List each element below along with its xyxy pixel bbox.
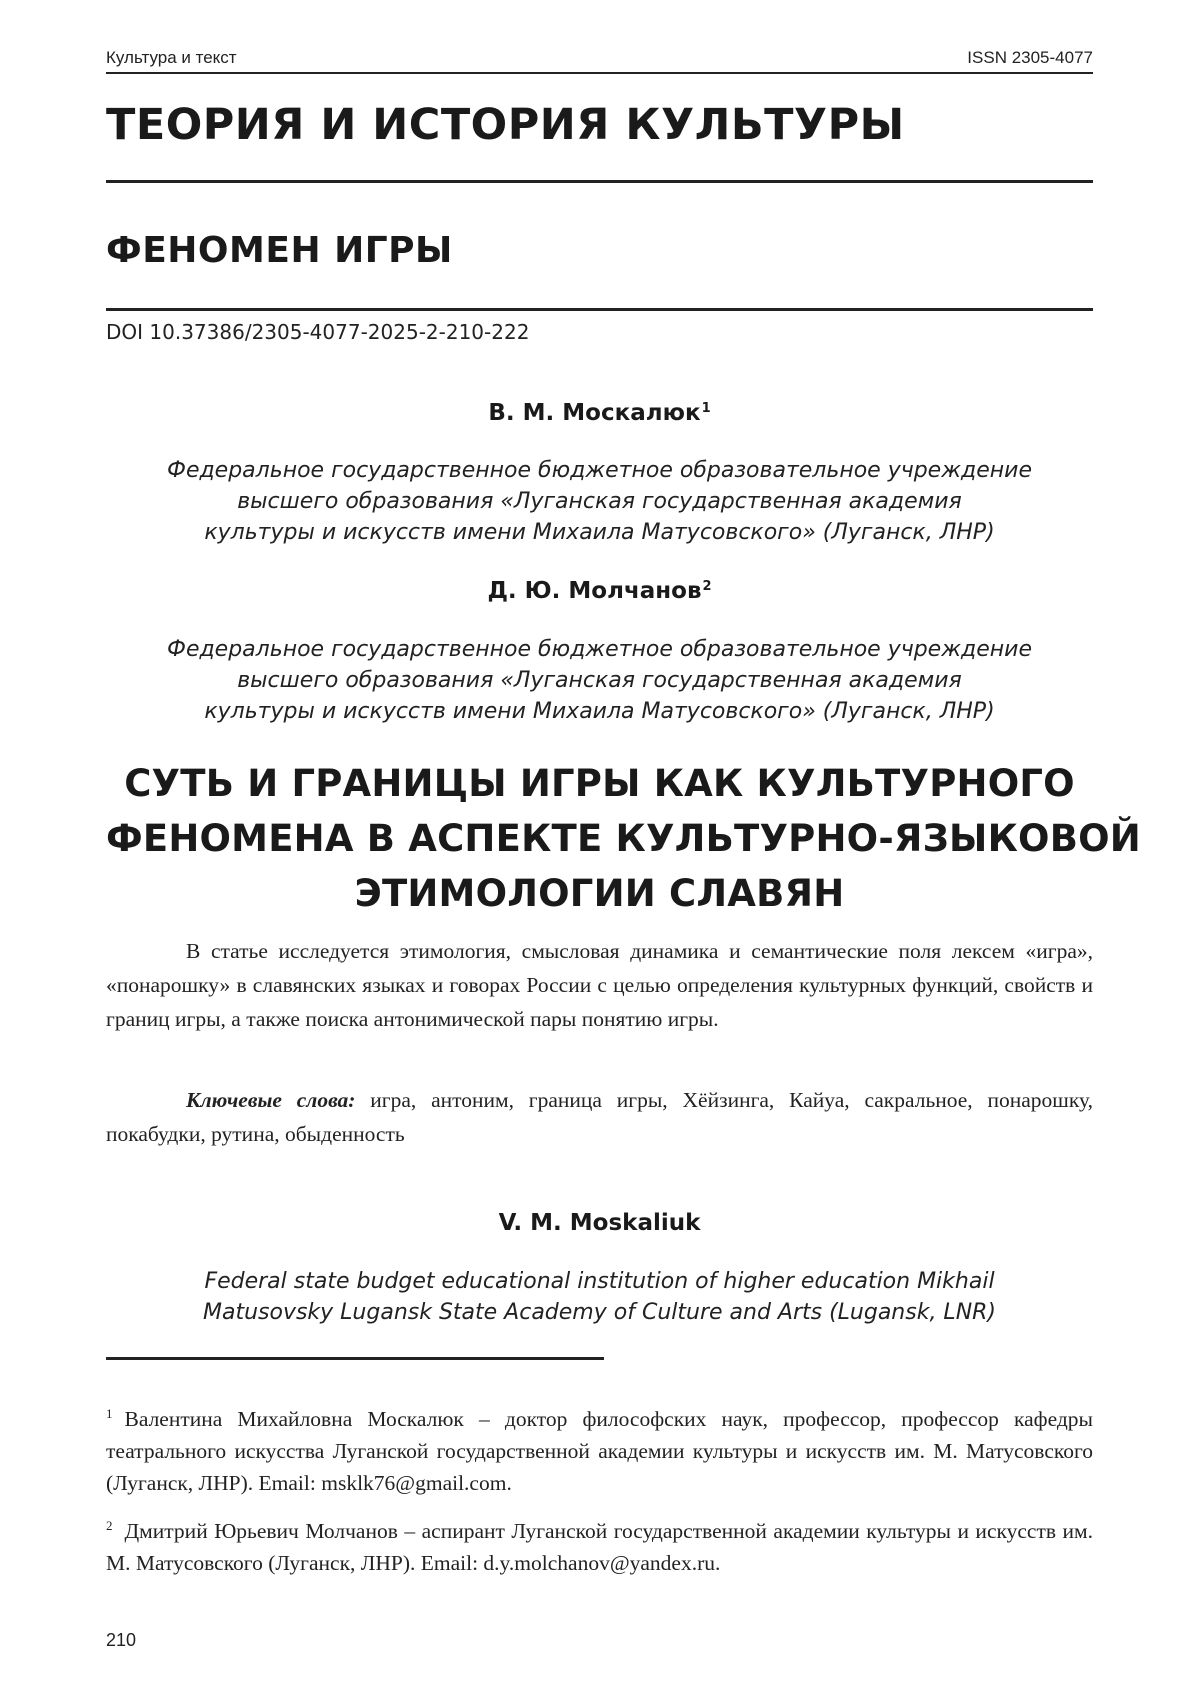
abstract-text: В статье исследуется этимология, смысловая динамика и семантические поля лексем «игра», «понарошку» в славянских языках и говорах России с целью определения культурных функций, свойств и границ игры, а также поиска антонимической пары понятию игры. <box>106 939 1093 1031</box>
abstract <box>106 934 1093 1036</box>
author-name-en: V. M. Moskaliuk <box>498 1210 701 1236</box>
author-2 <box>106 578 1093 604</box>
affiliation-line: культуры и искусств имени Михаила Матусовского» (Луганск, ЛНР) <box>204 699 995 724</box>
author-en <box>106 1210 1093 1236</box>
page-number: 210 <box>106 1630 137 1650</box>
journal-name: Культура и текст <box>106 48 237 67</box>
article-title <box>106 756 1141 921</box>
footnote-1 <box>106 1398 1093 1499</box>
footnote-2 <box>106 1510 1093 1579</box>
footnote-mark: 2 <box>702 579 712 594</box>
issn: ISSN 2305-4077 <box>967 48 1093 67</box>
section-title: ТЕОРИЯ И ИСТОРИЯ КУЛЬТУРЫ <box>106 100 905 150</box>
footnote-text: Валентина Михайловна Москалюк – доктор философских наук, профессор, профессор кафедры театрального искусства Луганской государственной академии культуры и искусств им. М. Матусовского (Луганск, ЛНР). Email: msklk76@gmail.com. <box>106 1407 1093 1495</box>
author-en-affiliation <box>106 1266 1093 1328</box>
affiliation-line: Федеральное государственное бюджетное образовательное учреждение <box>167 637 1032 662</box>
header-rule <box>106 72 1093 74</box>
author-1 <box>106 400 1093 426</box>
footnote-rule <box>106 1357 604 1360</box>
page <box>106 0 1141 1703</box>
author-name: Д. Ю. Молчанов <box>487 578 702 604</box>
keywords-label: Ключевые слова: <box>186 1088 356 1112</box>
title-line: СУТЬ И ГРАНИЦЫ ИГРЫ КАК КУЛЬТУРНОГО <box>124 762 1075 805</box>
subsection-title: ФЕНОМЕН ИГРЫ <box>106 230 453 271</box>
title-line: ЭТИМОЛОГИИ СЛАВЯН <box>354 872 845 915</box>
author-2-affiliation <box>106 634 1093 727</box>
affiliation-line: Matusovsky Lugansk State Academy of Culture and Arts (Lugansk, LNR) <box>202 1300 997 1325</box>
doi: DOI 10.37386/2305-4077-2025-2-210-222 <box>106 320 530 344</box>
keywords-list: игра, антоним, граница игры, Хёйзинга, Кайуа, сакральное, понарошку, покабудки, рутина, обыденность <box>106 1088 1093 1146</box>
footnote-text: Дмитрий Юрьевич Молчанов – аспирант Луганской государственной академии культуры и искусств им. М. Матусовского (Луганск, ЛНР). Email: d.y.molchanov@yandex.ru. <box>106 1519 1093 1575</box>
affiliation-line: высшего образования «Луганская государственная академия <box>237 668 962 693</box>
section-rule <box>106 180 1093 183</box>
author-name: В. М. Москалюк <box>488 400 701 426</box>
title-line: ФЕНОМЕНА В АСПЕКТЕ КУЛЬТУРНО-ЯЗЫКОВОЙ <box>106 817 1141 860</box>
author-1-affiliation <box>106 455 1093 548</box>
affiliation-line: высшего образования «Луганская государственная академия <box>237 489 962 514</box>
subsection-rule <box>106 308 1093 311</box>
footnote-mark: 1 <box>106 1406 113 1421</box>
footnote-mark: 1 <box>701 401 711 416</box>
footnote-mark: 2 <box>106 1518 113 1533</box>
affiliation-line: культуры и искусств имени Михаила Матусовского» (Луганск, ЛНР) <box>204 520 995 545</box>
keywords <box>106 1083 1093 1151</box>
affiliation-line: Federal state budget educational institution of higher education Mikhail <box>204 1269 995 1294</box>
running-head <box>106 44 1093 70</box>
affiliation-line: Федеральное государственное бюджетное образовательное учреждение <box>167 458 1032 483</box>
